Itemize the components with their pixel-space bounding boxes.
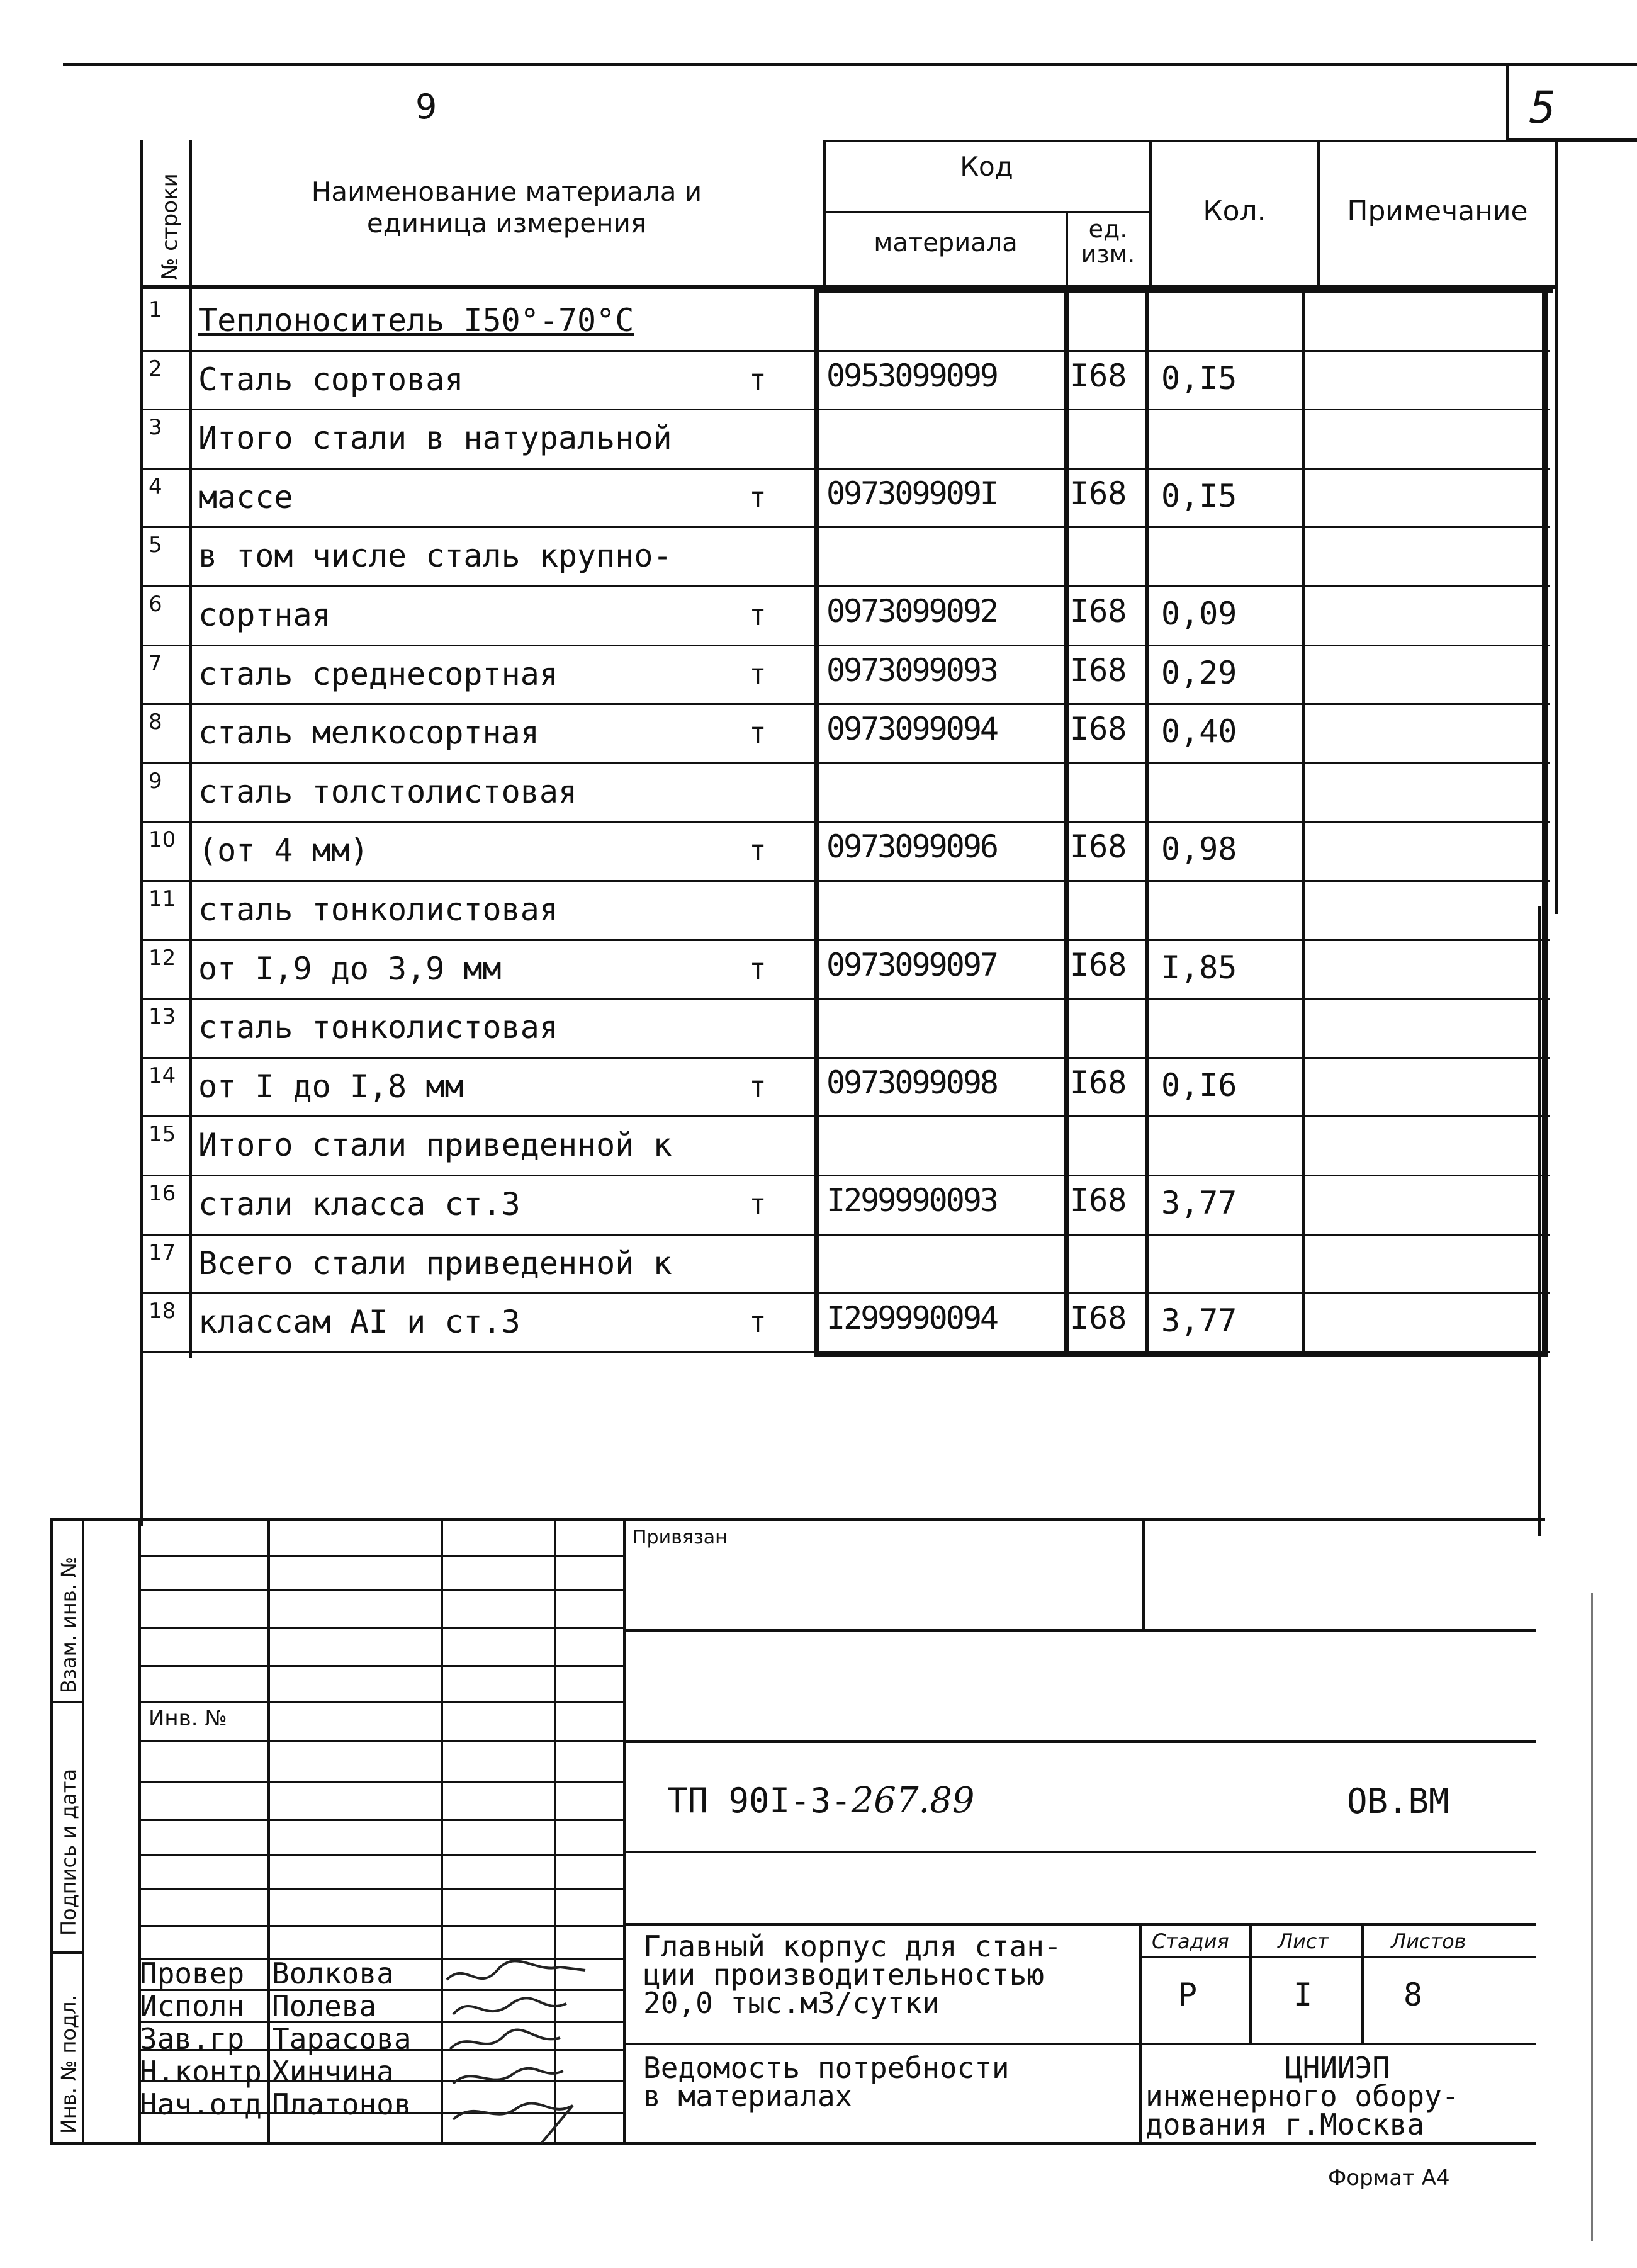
material-code: 097309909I: [826, 475, 998, 512]
doc-code: [667, 1780, 975, 1821]
row-number: 2: [149, 356, 162, 381]
tb-row-c: [623, 1851, 1536, 1853]
stage-label: Стадия: [1152, 1929, 1229, 1953]
row-number: 6: [149, 592, 162, 617]
row-number: 15: [149, 1122, 176, 1148]
row-line: [142, 645, 1550, 646]
tb-grid-row: [138, 1555, 624, 1557]
material-name: Сталь сортовая: [198, 361, 464, 398]
material-name: массе: [198, 478, 293, 516]
sheet-title-line-2: в материалах: [643, 2079, 853, 2113]
side-label-inv-podl: Инв. № подл.: [57, 1995, 81, 2134]
row-line: [142, 350, 1550, 352]
project-title-line-2: ции производительностью: [643, 1958, 1044, 1992]
material-name: сталь тонколистовая: [198, 891, 558, 928]
top-right-divider: [1506, 63, 1509, 142]
header-material-code: материала: [874, 228, 1018, 257]
quantity: I,85: [1161, 949, 1237, 986]
tb-grid-row: [138, 1781, 624, 1783]
row-line: [142, 939, 1550, 941]
tb-grid-row: [138, 1854, 624, 1856]
material-unit: т: [749, 362, 767, 397]
row-line: [142, 1057, 1550, 1059]
row-number: 4: [149, 473, 162, 499]
material-name: сталь мелкосортная: [198, 714, 539, 752]
header-row-number: № строки: [157, 173, 183, 280]
unit-code: I68: [1070, 652, 1127, 689]
row-number: 18: [149, 1299, 176, 1324]
quantity: 0,40: [1161, 713, 1237, 750]
project-title-line-1: Главный корпус для стан-: [643, 1929, 1062, 1963]
material-name: сталь толстолистовая: [198, 773, 578, 810]
material-code: 0973099093: [826, 652, 998, 689]
row-line: [142, 1175, 1550, 1176]
right-margin-mark: [1591, 1593, 1593, 2241]
material-code: I299990093: [826, 1182, 998, 1219]
material-code: 0973099094: [826, 711, 998, 748]
row-number: 3: [149, 415, 162, 441]
sheet-value: I: [1293, 1977, 1313, 2013]
material-unit: т: [749, 833, 767, 868]
tb-grid-row: [138, 1701, 624, 1703]
unit-code: I68: [1070, 711, 1127, 748]
tb-row-a: [623, 1629, 1536, 1632]
material-name: сталь среднесортная: [198, 655, 558, 692]
material-name: от I,9 до 3,9 мм: [198, 950, 502, 987]
row-number: 9: [149, 768, 162, 794]
tb-grid-row: [138, 1888, 624, 1890]
tb-bottom: [50, 2142, 1536, 2145]
material-code: 0973099092: [826, 593, 998, 629]
row-line: [142, 1351, 1550, 1353]
frame-right-lower: [1538, 906, 1541, 1536]
row-line: [142, 703, 1550, 705]
row-line: [142, 526, 1550, 528]
unit-code: I68: [1070, 1182, 1127, 1219]
quantity: 0,I6: [1161, 1066, 1237, 1103]
sheets-value: 8: [1404, 1977, 1423, 2013]
header-code: Код: [960, 151, 1013, 182]
header-unit-code: ед. изм.: [1081, 215, 1135, 268]
signature-name: Тарасова: [272, 2022, 412, 2056]
tb-grid-row: [138, 1665, 624, 1667]
row-number: 5: [149, 533, 162, 558]
material-name: (от 4 мм): [198, 832, 369, 869]
row-number: 8: [149, 709, 162, 735]
material-name: Итого стали в натуральной: [198, 420, 672, 457]
tb-grid-row: [138, 1627, 624, 1629]
row-line: [142, 821, 1550, 823]
material-name: сталь тонколистовая: [198, 1009, 558, 1046]
material-unit: т: [749, 1305, 767, 1340]
unit-code: I68: [1070, 946, 1127, 983]
material-name: сортная: [198, 597, 331, 633]
material-name: стали класса ст.3: [198, 1186, 520, 1222]
material-code: 0953099099: [826, 357, 998, 394]
tb-stage-col3: [1361, 1923, 1364, 2043]
tb-grid-row: [138, 1925, 624, 1927]
tb-row-d: [623, 1923, 1536, 1926]
unit-code: I68: [1070, 357, 1127, 394]
material-name: Всего стали приведенной к: [198, 1244, 672, 1282]
unit-code: I68: [1070, 1300, 1127, 1337]
doc-mark: ОВ.ВМ: [1347, 1781, 1449, 1821]
tb-grid-row: [138, 1819, 624, 1821]
row-line: [142, 1115, 1550, 1117]
tb-grid-row: [138, 1589, 624, 1591]
row-line: [142, 1234, 1550, 1236]
quantity: 0,I5: [1161, 477, 1237, 514]
format-label: Формат А4: [1328, 2165, 1450, 2191]
row-line: [142, 998, 1550, 1000]
row-number: 10: [149, 827, 176, 853]
row-line: [142, 880, 1550, 882]
handwritten-signatures: [441, 1955, 629, 2150]
signature-role: Провер: [140, 1956, 245, 1990]
data-box-top: [817, 288, 1553, 293]
organization-line-3: дования г.Москва: [1145, 2107, 1425, 2141]
sheet-label: Лист: [1278, 1929, 1329, 1953]
header-note: Примечание: [1347, 195, 1528, 227]
stage-value: Р: [1178, 1977, 1198, 2013]
header-top: [823, 140, 1558, 142]
privyazan-label: Привязан: [633, 1526, 728, 1549]
signature-name: Полева: [272, 1989, 377, 2023]
top-border-line: [63, 63, 1637, 66]
material-unit: т: [749, 657, 767, 691]
material-unit: т: [749, 951, 767, 986]
row-number: 17: [149, 1239, 176, 1265]
material-name: от I до I,8 мм: [198, 1068, 464, 1105]
tb-side-split1: [50, 1701, 84, 1703]
unit-code: I68: [1070, 593, 1127, 629]
tb-side-left: [50, 1518, 53, 2145]
material-name: Итого стали приведенной к: [198, 1127, 672, 1164]
inv-no-label: Инв. №: [149, 1706, 227, 1731]
quantity: 3,77: [1161, 1302, 1237, 1340]
signature-name: Волкова: [272, 1956, 394, 1990]
material-name: классам АI и ст.3: [198, 1304, 520, 1341]
sheet-corner-number: 5: [1529, 82, 1556, 133]
signature-role: Н.контр: [140, 2055, 262, 2089]
unit-code: I68: [1070, 1064, 1127, 1101]
doc-code-handwritten: 267.89: [851, 1780, 975, 1821]
material-unit: т: [749, 1187, 767, 1221]
row-line: [142, 1292, 1550, 1294]
material-code: 0973099097: [826, 946, 998, 983]
sheets-label: Листов: [1391, 1929, 1466, 1953]
organization-line-1: ЦНИИЭП: [1285, 2051, 1390, 2085]
row-number: 11: [149, 886, 176, 911]
tb-grid-row: [138, 1740, 624, 1742]
quantity: 0,09: [1161, 595, 1237, 632]
tb-row-b: [623, 1740, 1536, 1743]
tb-stage-row: [1139, 1956, 1536, 1958]
material-unit: т: [749, 1069, 767, 1103]
row-line: [142, 409, 1550, 410]
material-code: I299990094: [826, 1300, 998, 1337]
side-label-podpis-data: Подпись и дата: [57, 1768, 81, 1936]
tb-side-split2: [50, 1951, 84, 1954]
row-line: [142, 468, 1550, 470]
material-code: 0973099098: [826, 1064, 998, 1101]
material-unit: т: [749, 716, 767, 750]
tb-top: [50, 1518, 1545, 1521]
signature-role: Исполн: [140, 1989, 245, 2023]
signature-name: Хинчина: [272, 2055, 394, 2089]
quantity: 0,98: [1161, 831, 1237, 868]
material-code: 0973099096: [826, 828, 998, 866]
project-title-line-3: 20,0 тыс.м3/сутки: [643, 1986, 940, 2020]
material-unit: т: [749, 598, 767, 632]
tb-side-right: [82, 1518, 84, 2145]
material-unit: т: [749, 480, 767, 514]
signature-name: Платонов: [272, 2087, 412, 2121]
quantity: 0,29: [1161, 654, 1237, 691]
row-number: 16: [149, 1181, 176, 1206]
quantity: 0,I5: [1161, 359, 1237, 397]
row-number: 14: [149, 1063, 176, 1088]
header-material-name: Наименование материала и единица измерения: [311, 176, 702, 239]
doc-code-prefix: ТП 90I-3-: [667, 1781, 852, 1820]
signature-role: Зав.гр: [140, 2022, 245, 2056]
row-number: 12: [149, 945, 176, 971]
header-code-split: [823, 211, 1150, 213]
header-quantity: Кол.: [1203, 195, 1266, 227]
sheet-title-line-1: Ведомость потребности: [643, 2051, 1010, 2085]
row-line: [142, 585, 1550, 587]
frame-left: [140, 140, 143, 1526]
tb-privyazan-split: [1142, 1518, 1145, 1632]
unit-code: I68: [1070, 828, 1127, 866]
material-name: Теплоноситель I50°-70°С: [198, 302, 634, 339]
tb-stage-col2: [1249, 1923, 1252, 2043]
unit-code: I68: [1070, 475, 1127, 512]
quantity: 3,77: [1161, 1185, 1237, 1221]
row-number: 13: [149, 1004, 176, 1030]
organization-line-2: инженерного обору-: [1145, 2079, 1460, 2113]
row-number: 1: [149, 297, 162, 322]
page-number-top: 9: [415, 87, 437, 127]
side-label-vzam-inv: Взам. инв. №: [57, 1556, 81, 1693]
tb-row-e: [623, 2043, 1536, 2045]
material-name: в том числе сталь крупно-: [198, 538, 672, 575]
row-number: 7: [149, 650, 162, 676]
signature-role: Нач.отд: [140, 2087, 262, 2121]
frame-right: [1555, 140, 1558, 914]
row-line: [142, 762, 1550, 764]
